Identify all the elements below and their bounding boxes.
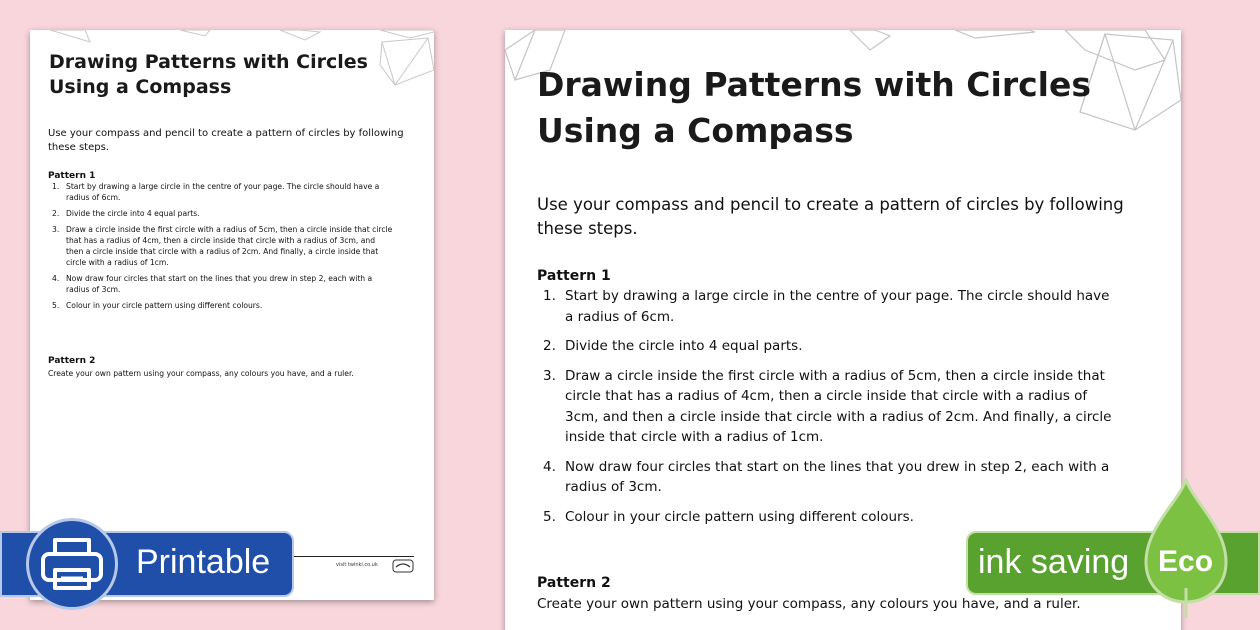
pattern-1-heading: Pattern 1 <box>537 268 611 284</box>
list-item: 3. Draw a circle inside the first circle with a radius of 5cm, then a circle inside that circle that has a radius of 4cm, then a circle inside that circle with a radius of 3cm, and then a circle inside that circle with a radius of 2cm. And finally, a circle inside that circle with a radius of 1cm. <box>543 367 1112 445</box>
printable-label: Printable <box>136 543 271 581</box>
list-item: 5. Colour in your circle pattern using different colours. <box>52 301 263 310</box>
page-title: Drawing Patterns with Circles Using a Compass <box>537 65 1091 150</box>
list-item: 4. Now draw four circles that start on the lines that you drew in step 2, each with a radius of 3cm. <box>543 458 1110 495</box>
eco-label: Eco <box>1158 545 1214 578</box>
list-item: 2. Divide the circle into 4 equal parts. <box>52 209 200 218</box>
printer-icon <box>37 532 107 596</box>
pattern-2-heading: Pattern 2 <box>537 575 611 591</box>
pattern-1-heading: Pattern 1 <box>48 171 96 181</box>
page-title: Drawing Patterns with Circles Using a Compass <box>49 51 368 98</box>
twinkl-logo-icon <box>392 558 414 574</box>
ink-saving-label: ink saving <box>978 543 1130 581</box>
list-item: 2. Divide the circle into 4 equal parts. <box>543 338 803 354</box>
list-item: 5. Colour in your circle pattern using different colours. <box>543 508 914 525</box>
pattern-2-heading: Pattern 2 <box>48 356 96 366</box>
intro-text: Use your compass and pencil to create a pattern of circles by following these steps. <box>48 128 404 153</box>
list-item: 1. Start by drawing a large circle in the centre of your page. The circle should have a radius of 6cm. <box>543 288 1110 325</box>
list-item: 1. Start by drawing a large circle in the centre of your page. The circle should have a radius of 6cm. <box>52 182 380 202</box>
pattern-2-text: Create your own pattern using your compass, any colours you have, and a ruler. <box>537 596 1081 612</box>
footer-site: visit twinkl.co.uk <box>336 562 378 568</box>
list-item: 4. Now draw four circles that start on the lines that you drew in step 2, each with a radius of 3cm. <box>52 274 373 294</box>
steps-list <box>48 181 394 316</box>
list-item: 3. Draw a circle inside the first circle with a radius of 5cm, then a circle inside that circle that has a radius of 4cm, then a circle inside that circle with a radius of 3cm, and then a circle inside that circle with a radius of 2cm. And finally, a circle inside that circle with a radius of 1cm. <box>52 225 393 267</box>
steps-list <box>537 286 1117 536</box>
document-preview-small <box>30 30 434 600</box>
intro-text: Use your compass and pencil to create a pattern of circles by following these steps. <box>537 195 1124 238</box>
pattern-2-text: Create your own pattern using your compass, any colours you have, and a ruler. <box>48 369 354 378</box>
